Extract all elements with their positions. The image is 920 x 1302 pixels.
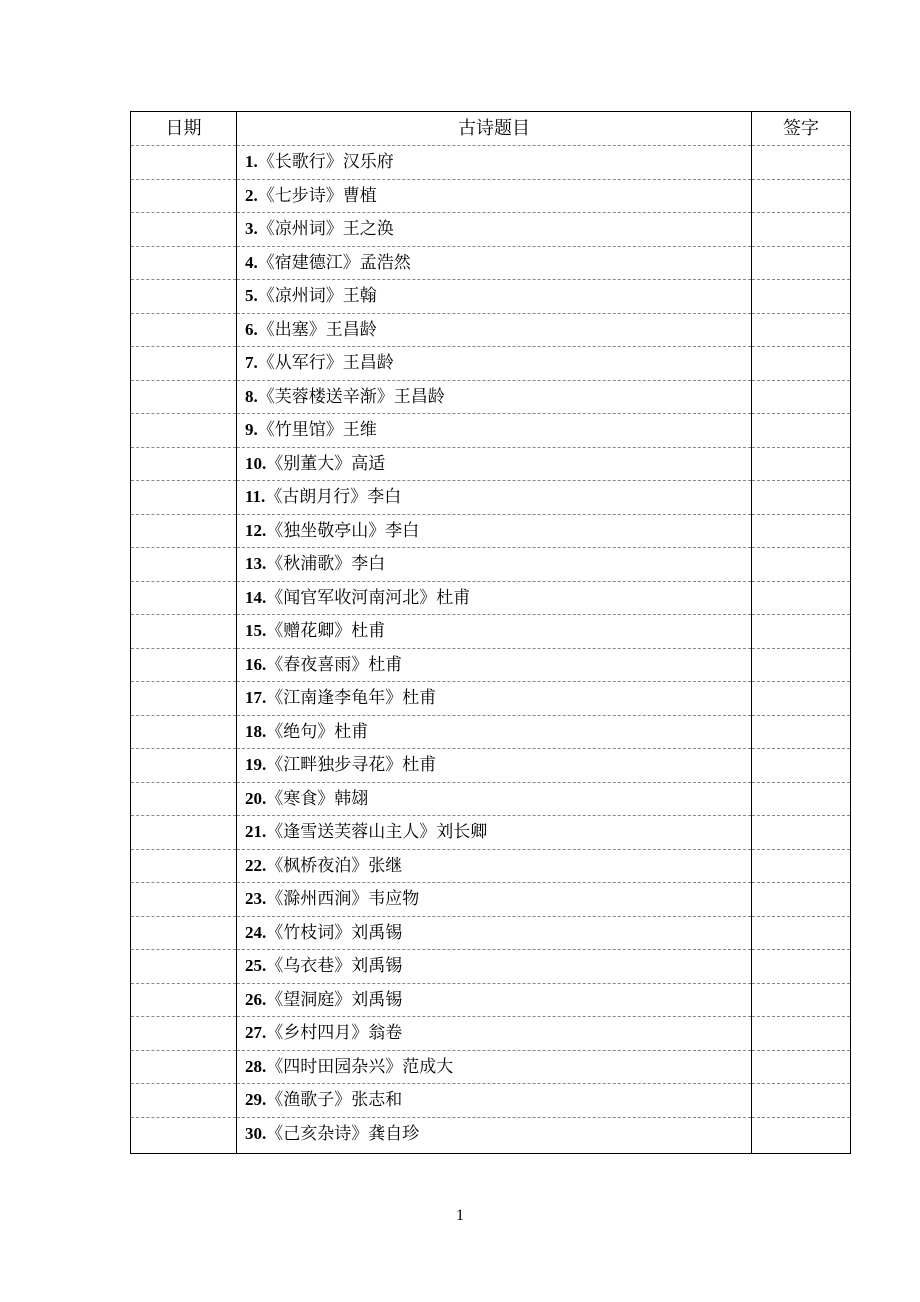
table-row xyxy=(131,213,851,247)
table-row xyxy=(131,782,851,816)
date-cell[interactable] xyxy=(131,648,237,682)
poem-title-cell xyxy=(237,682,752,716)
poem-number: 25. xyxy=(245,956,267,975)
table-row xyxy=(131,179,851,213)
table-row xyxy=(131,313,851,347)
date-cell[interactable] xyxy=(131,916,237,950)
signature-cell[interactable] xyxy=(752,213,851,247)
poem-title: 《江南逢李龟年》杜甫 xyxy=(266,688,437,708)
poem-number: 18. xyxy=(245,721,267,741)
poem-title-cell xyxy=(237,313,752,347)
poem-title-cell xyxy=(237,782,752,816)
poem-title: 《七步诗》曹植 xyxy=(257,185,377,206)
signature-cell[interactable] xyxy=(752,414,851,448)
poem-number: 4. xyxy=(245,252,258,272)
table-row xyxy=(131,950,851,984)
poem-title: 《从军行》王昌龄 xyxy=(257,353,394,373)
table-row xyxy=(131,983,851,1017)
poem-title: 《望洞庭》刘禹锡 xyxy=(266,989,403,1010)
table-row xyxy=(131,1117,851,1153)
poem-title-cell xyxy=(237,380,752,414)
signature-cell[interactable] xyxy=(752,280,851,314)
table-body xyxy=(131,146,851,1154)
header-date: 日期 xyxy=(131,112,237,146)
poem-title: 《凉州词》王之涣 xyxy=(257,219,394,239)
signature-cell[interactable] xyxy=(752,615,851,649)
table-row xyxy=(131,280,851,314)
poem-number: 13. xyxy=(245,554,267,573)
poem-number: 27. xyxy=(245,1023,267,1042)
poem-number: 23. xyxy=(245,889,267,908)
poem-title: 《出塞》王昌龄 xyxy=(257,319,377,340)
poem-number: 12. xyxy=(245,520,267,540)
date-cell[interactable] xyxy=(131,581,237,615)
poem-title: 《枫桥夜泊》张继 xyxy=(266,855,403,876)
date-cell[interactable] xyxy=(131,380,237,414)
date-cell[interactable] xyxy=(131,313,237,347)
date-cell[interactable] xyxy=(131,481,237,515)
date-cell[interactable] xyxy=(131,816,237,850)
table-header-row xyxy=(131,112,851,146)
poem-title-cell xyxy=(237,950,752,984)
date-cell[interactable] xyxy=(131,1084,237,1118)
poem-title: 《四时田园杂兴》范成大 xyxy=(266,1056,454,1077)
date-cell[interactable] xyxy=(131,213,237,247)
poem-title-cell xyxy=(237,849,752,883)
poem-number: 10. xyxy=(245,453,267,473)
table-row xyxy=(131,816,851,850)
poem-number: 16. xyxy=(245,654,267,674)
poem-title-cell xyxy=(237,816,752,850)
date-cell[interactable] xyxy=(131,615,237,649)
signature-cell[interactable] xyxy=(752,849,851,883)
poem-title: 《竹枝词》刘禹锡 xyxy=(266,922,403,943)
signature-cell[interactable] xyxy=(752,715,851,749)
date-cell[interactable] xyxy=(131,883,237,917)
signature-cell[interactable] xyxy=(752,380,851,414)
signature-cell[interactable] xyxy=(752,950,851,984)
date-cell[interactable] xyxy=(131,280,237,314)
poem-number: 19. xyxy=(245,755,267,774)
poem-number: 9. xyxy=(245,420,258,439)
poem-title-cell xyxy=(237,1050,752,1084)
poem-title: 《己亥杂诗》龚自珍 xyxy=(266,1123,420,1144)
poem-title-cell xyxy=(237,648,752,682)
poem-number: 24. xyxy=(245,922,267,942)
table-row xyxy=(131,1050,851,1084)
poem-title-cell xyxy=(237,1084,752,1118)
poem-number: 2. xyxy=(245,185,258,205)
poem-number: 29. xyxy=(245,1090,267,1109)
poem-number: 14. xyxy=(245,587,267,607)
poem-title: 《闻官军收河南河北》杜甫 xyxy=(266,587,471,608)
signature-cell[interactable] xyxy=(752,447,851,481)
poem-title: 《乌衣巷》刘禹锡 xyxy=(266,956,403,976)
poem-title-cell xyxy=(237,514,752,548)
table-row xyxy=(131,414,851,448)
poem-title-cell xyxy=(237,447,752,481)
poem-title: 《别董大》高适 xyxy=(266,453,386,474)
table-row xyxy=(131,615,851,649)
date-cell[interactable] xyxy=(131,548,237,582)
poem-number: 30. xyxy=(245,1123,267,1143)
table-row xyxy=(131,883,851,917)
signature-cell[interactable] xyxy=(752,816,851,850)
table-row xyxy=(131,682,851,716)
table-row xyxy=(131,916,851,950)
poem-title-cell xyxy=(237,179,752,213)
date-cell[interactable] xyxy=(131,782,237,816)
poem-title: 《绝句》杜甫 xyxy=(266,721,369,742)
poem-number: 5. xyxy=(245,286,258,305)
signature-cell[interactable] xyxy=(752,313,851,347)
poem-number: 22. xyxy=(245,855,267,875)
table-row xyxy=(131,548,851,582)
poem-title: 《寒食》韩翃 xyxy=(266,788,369,809)
date-cell[interactable] xyxy=(131,715,237,749)
table-row xyxy=(131,514,851,548)
poem-number: 7. xyxy=(245,353,258,372)
poem-number: 21. xyxy=(245,822,267,841)
date-cell[interactable] xyxy=(131,447,237,481)
poem-title: 《芙蓉楼送辛渐》王昌龄 xyxy=(257,386,445,407)
date-cell[interactable] xyxy=(131,246,237,280)
signature-cell[interactable] xyxy=(752,481,851,515)
signature-cell[interactable] xyxy=(752,883,851,917)
poem-title: 《竹里馆》王维 xyxy=(257,420,377,440)
poem-title-cell xyxy=(237,916,752,950)
signature-cell[interactable] xyxy=(752,1017,851,1051)
poem-title-cell xyxy=(237,548,752,582)
table-row xyxy=(131,347,851,381)
poem-number: 6. xyxy=(245,319,258,339)
poem-title: 《江畔独步寻花》杜甫 xyxy=(266,755,437,775)
signature-cell[interactable] xyxy=(752,782,851,816)
date-cell[interactable] xyxy=(131,347,237,381)
signature-cell[interactable] xyxy=(752,648,851,682)
date-cell[interactable] xyxy=(131,514,237,548)
poem-number: 15. xyxy=(245,621,267,640)
table-row xyxy=(131,447,851,481)
poem-title-cell xyxy=(237,146,752,180)
signature-cell[interactable] xyxy=(752,1084,851,1118)
signature-cell[interactable] xyxy=(752,1117,851,1153)
poem-title: 《秋浦歌》李白 xyxy=(266,554,386,574)
date-cell[interactable] xyxy=(131,1017,237,1051)
date-cell[interactable] xyxy=(131,146,237,180)
poem-title: 《滁州西涧》韦应物 xyxy=(266,889,420,909)
poem-title: 《渔歌子》张志和 xyxy=(266,1090,403,1110)
poem-title: 《凉州词》王翰 xyxy=(257,286,377,306)
poem-number: 28. xyxy=(245,1056,267,1076)
date-cell[interactable] xyxy=(131,1117,237,1153)
signature-cell[interactable] xyxy=(752,246,851,280)
date-cell[interactable] xyxy=(131,849,237,883)
signature-cell[interactable] xyxy=(752,146,851,180)
date-cell[interactable] xyxy=(131,983,237,1017)
poem-title-cell xyxy=(237,347,752,381)
poem-title-cell xyxy=(237,246,752,280)
page-number: 1 xyxy=(456,1207,464,1224)
poem-title-cell xyxy=(237,883,752,917)
table-row xyxy=(131,715,851,749)
poem-number: 26. xyxy=(245,989,267,1009)
poem-checklist-table xyxy=(130,111,851,1154)
poem-title-cell xyxy=(237,615,752,649)
poem-title-cell xyxy=(237,213,752,247)
signature-cell[interactable] xyxy=(752,682,851,716)
poem-title-cell xyxy=(237,715,752,749)
poem-title-cell xyxy=(237,414,752,448)
table-row xyxy=(131,581,851,615)
table-row xyxy=(131,749,851,783)
poem-number: 20. xyxy=(245,788,267,808)
poem-number: 17. xyxy=(245,688,267,707)
poem-title: 《春夜喜雨》杜甫 xyxy=(266,654,403,675)
poem-title-cell xyxy=(237,983,752,1017)
signature-cell[interactable] xyxy=(752,347,851,381)
poem-title: 《逢雪送芙蓉山主人》刘长卿 xyxy=(266,822,488,842)
poem-title: 《赠花卿》杜甫 xyxy=(266,621,386,641)
poem-title-cell xyxy=(237,1117,752,1153)
poem-title: 《乡村四月》翁卷 xyxy=(266,1023,403,1043)
table-row xyxy=(131,1017,851,1051)
table-row xyxy=(131,146,851,180)
poem-title-cell xyxy=(237,749,752,783)
poem-title-cell xyxy=(237,481,752,515)
signature-cell[interactable] xyxy=(752,916,851,950)
signature-cell[interactable] xyxy=(752,581,851,615)
table-row xyxy=(131,1084,851,1118)
poem-number: 8. xyxy=(245,386,258,406)
date-cell[interactable] xyxy=(131,414,237,448)
poem-title: 《宿建德江》孟浩然 xyxy=(257,252,411,273)
signature-cell[interactable] xyxy=(752,179,851,213)
signature-cell[interactable] xyxy=(752,548,851,582)
date-cell[interactable] xyxy=(131,179,237,213)
poem-title-cell xyxy=(237,280,752,314)
signature-cell[interactable] xyxy=(752,514,851,548)
poem-number: 11. xyxy=(245,487,266,506)
table-row xyxy=(131,246,851,280)
date-cell[interactable] xyxy=(131,749,237,783)
signature-cell[interactable] xyxy=(752,1050,851,1084)
table-row xyxy=(131,380,851,414)
poem-title: 《长歌行》汉乐府 xyxy=(257,152,394,172)
table-row xyxy=(131,648,851,682)
poem-title-cell xyxy=(237,1017,752,1051)
header-signature: 签字 xyxy=(752,112,851,146)
poem-number: 3. xyxy=(245,219,258,238)
date-cell[interactable] xyxy=(131,950,237,984)
poem-number: 1. xyxy=(245,152,258,171)
header-poem-title: 古诗题目 xyxy=(237,112,752,146)
signature-cell[interactable] xyxy=(752,749,851,783)
date-cell[interactable] xyxy=(131,682,237,716)
table-row xyxy=(131,481,851,515)
signature-cell[interactable] xyxy=(752,983,851,1017)
poem-title-cell xyxy=(237,581,752,615)
poem-title: 《独坐敬亭山》李白 xyxy=(266,520,420,541)
date-cell[interactable] xyxy=(131,1050,237,1084)
poem-title: 《古朗月行》李白 xyxy=(265,487,402,507)
table-row xyxy=(131,849,851,883)
